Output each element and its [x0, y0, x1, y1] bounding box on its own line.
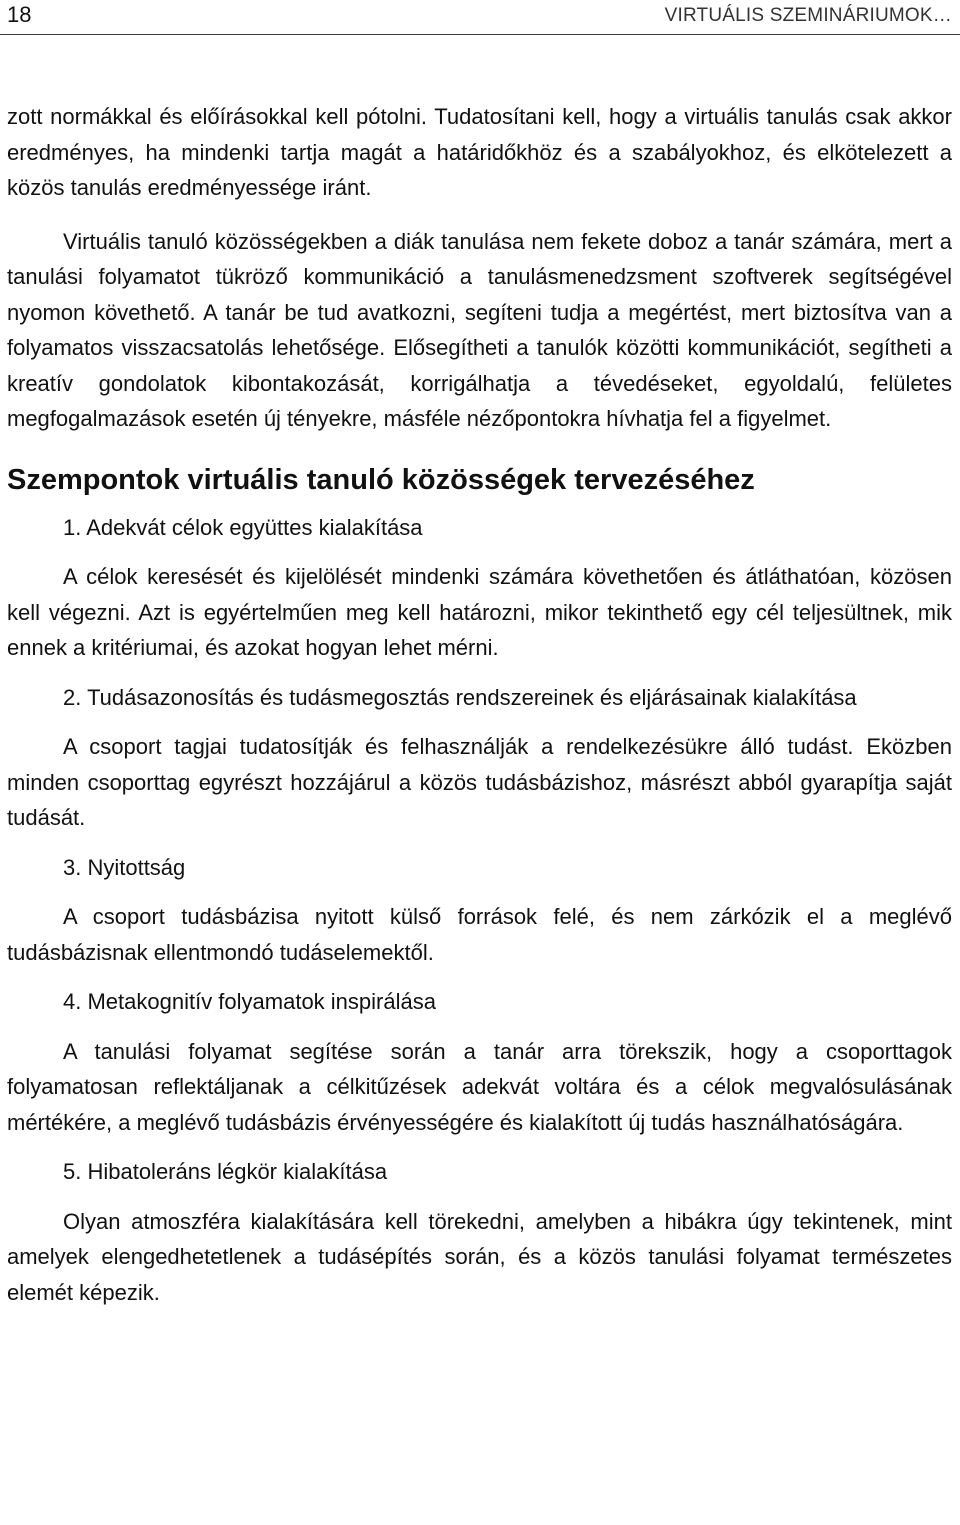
item-heading-2: 2. Tudásazonosítás és tudásmegosztás rendszereinek és eljárásainak kialakítása	[63, 684, 857, 710]
item-body-4: A tanulási folyamat segítése során a tanár arra törekszik, hogy a csoporttagok folyamatosan reflektáljanak a célkitűzések adekvát voltára és a célok megvalósulásának mértékére, a meglévő tudásbázis érvényességére és kialakított új tudás használhatóságára.	[7, 1038, 952, 1135]
item-body-2: A csoport tagjai tudatosítják és felhasználják a rendelkezésükre álló tudást. Eközben minden csoporttag egyrészt hozzájárul a közös tudásbázishoz, másrészt abból gyarapítja saját tudását.	[7, 734, 952, 830]
page-number: 18	[7, 2, 32, 27]
running-title: VIRTUÁLIS SZEMINÁRIUMOK…	[664, 5, 952, 26]
item-body-3: A csoport tudásbázisa nyitott külső források felé, és nem zárkózik el a meglévő tudásbázisnak ellentmondó tudáselemektől.	[7, 904, 952, 965]
item-heading-4: 4. Metakognitív folyamatok inspirálása	[63, 989, 436, 1014]
item-heading-5: 5. Hibatoleráns légkör kialakítása	[63, 1159, 388, 1184]
page-body	[7, 99, 952, 1324]
item-heading-1: 1. Adekvát célok együttes kialakítása	[63, 514, 423, 540]
item-body-5: Olyan atmoszféra kialakítására kell törekedni, amelyben a hibákra úgy tekintenek, mint amelyek elengedhetetlenek a tudásépítés során, és a közös tanulási folyamat természetes elemét képezik.	[7, 1208, 952, 1305]
section-title: Szempontok virtuális tanuló közösségek tervezéséhez	[7, 463, 755, 496]
page-header	[0, 0, 960, 35]
item-body-1: A célok keresését és kijelölését mindenki számára követhetően és átláthatóan, közösen kell végezni. Azt is egyértelműen meg kell határozni, mikor tekinthető egy cél teljesültnek, mik ennek a kritériumai, és azokat hogyan lehet mérni.	[7, 564, 952, 660]
item-heading-3: 3. Nyitottság	[63, 854, 186, 880]
paragraph-virtual-communities: Virtuális tanuló közösségekben a diák tanulása nem fekete doboz a tanár számára, mert a tanulási folyamatot tükröző kommunikáció a tanulásmenedzsment szoftverek segítségével nyomon követhető. A tanár be tud avatkozni, segíteni tudja a megértést, mert biztosítva van a folyamatos visszacsatolás lehetősége. Elősegítheti a tanulók közötti kommunikációt, segítheti a kreatív gondolatok kibontakozását, korrigálhatja a tévedéseket, egyoldalú, felületes megfogalmazások esetén új tényekre, másféle nézőpontokra hívhatja fel a figyelmet.	[7, 228, 952, 431]
paragraph-continuation: zott normákkal és előírásokkal kell pótolni. Tudatosítani kell, hogy a virtuális tanulás csak akkor eredményes, ha mindenki tartja magát a határidőkhöz és a szabályokhoz, és elkötelezett a közös tanulás eredményessége iránt.	[7, 104, 952, 200]
